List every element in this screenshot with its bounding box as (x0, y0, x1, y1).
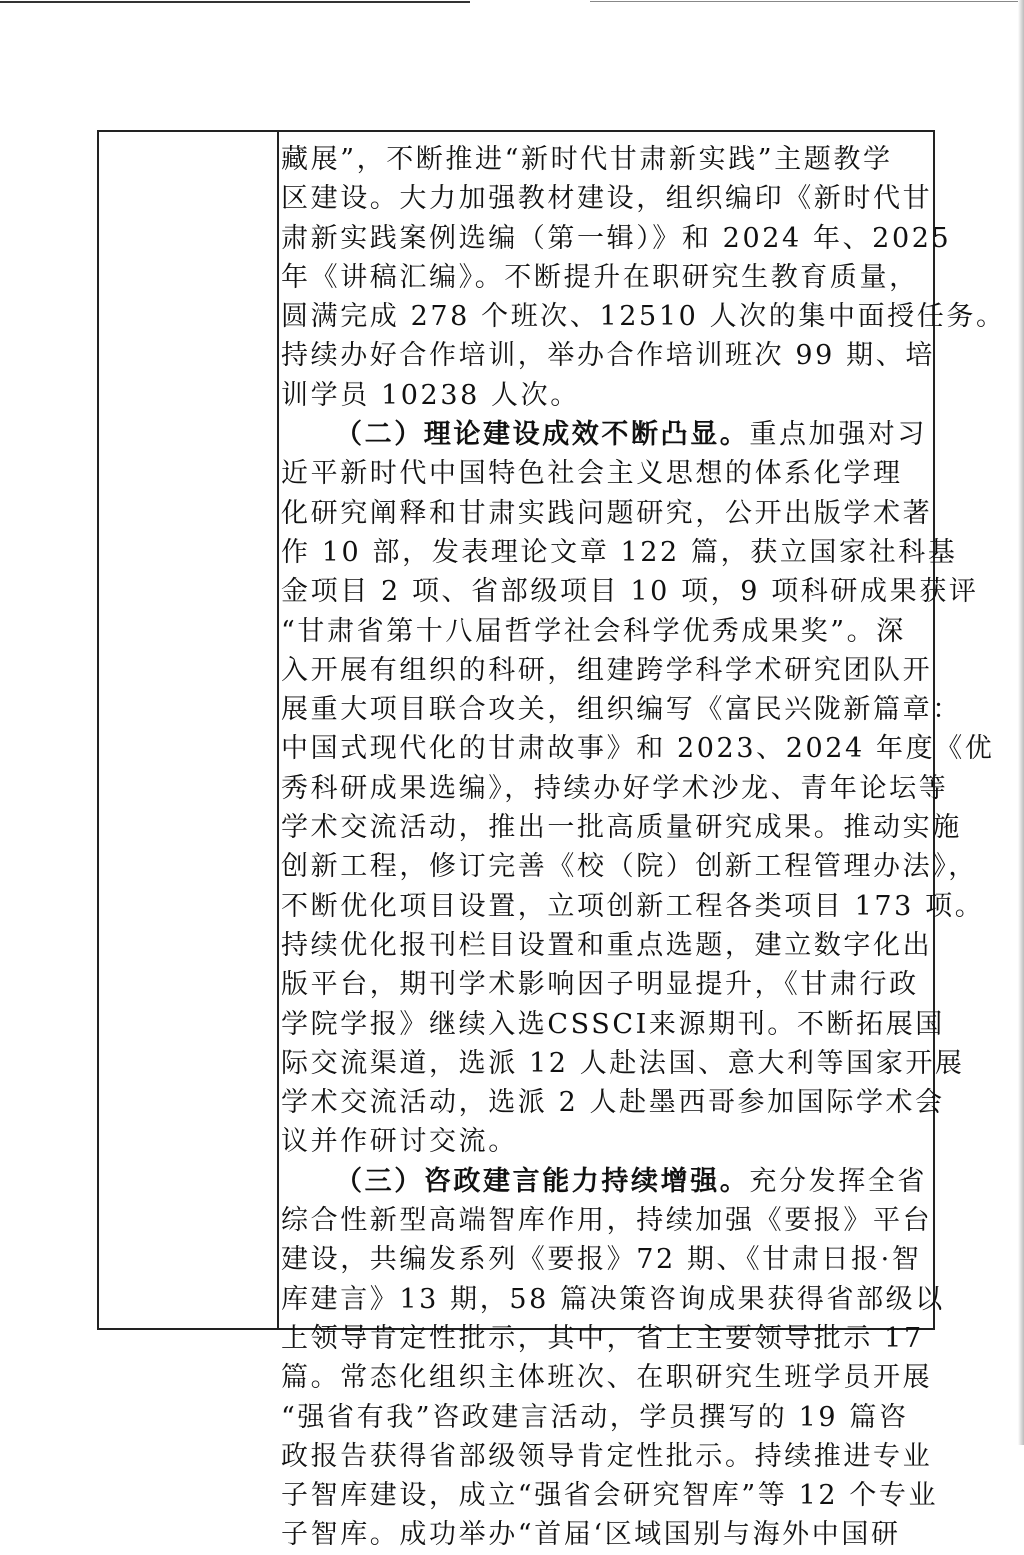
text-line: 年《讲稿汇编》。不断提升在职研究生教育质量， (281, 261, 919, 293)
text-line: 持续办好合作培训，举办合作培训班次 99 期、培 (281, 340, 935, 372)
text-line: 子智库。成功举办“首届‘区域国别与海外中国研 (281, 1519, 901, 1551)
text-line: 近平新时代中国特色社会主义思想的体系化学理 (281, 458, 903, 490)
text-line: 际交流渠道，选派 12 人赴法国、意大利等国家开展 (281, 1047, 965, 1079)
text-line: 圆满完成 278 个班次、12510 人次的集中面授任务。 (281, 301, 1006, 333)
text-line: 化研究阐释和甘肃实践问题研究，公开出版学术著 (281, 497, 933, 529)
text-line: 学术交流活动，选派 2 人赴墨西哥参加国际学术会 (281, 1087, 945, 1119)
text-line: 学术交流活动，推出一批高质量研究成果。推动实施 (281, 812, 962, 844)
text-line: 版平台，期刊学术影响因子明显提升，《甘肃行政 (281, 969, 919, 1001)
text-line: 上领导肯定性批示，其中，省上主要领导批示 17 (281, 1322, 924, 1354)
text-line: 创新工程，修订完善《校（院）创新工程管理办法》， (281, 851, 978, 883)
text-line: 子智库建设，成立“强省会研究智库”等 12 个专业 (281, 1480, 939, 1512)
text-line: 展重大项目联合攻关，组织编写《富民兴陇新篇章： (281, 694, 962, 726)
text-line: “强省有我”咨政建言活动，学员撰写的 19 篇咨 (281, 1401, 909, 1433)
section-first-line (281, 1162, 1006, 1201)
top-rule-left (0, 1, 470, 3)
text-line: 秀科研成果选编》，持续办好学术沙龙、青年论坛等 (281, 772, 949, 804)
body-text (281, 140, 1006, 1555)
section-heading-2: （二）理论建设成效不断凸显。 (335, 419, 750, 451)
form-table (97, 130, 1006, 1551)
text-line: 藏展”，不断推进“新时代甘肃新实践”主题教学 (281, 144, 893, 175)
left-column-cell (99, 132, 279, 1328)
text-line: 学院学报》继续入选CSSCI来源期刊。不断拓展国 (281, 1008, 945, 1040)
text-line: 区建设。大力加强教材建设，组织编印《新时代甘 (281, 183, 933, 215)
section-heading-3: （三）咨政建言能力持续增强。 (335, 1165, 750, 1197)
text-line: 篇。常态化组织主体班次、在职研究生班学员开展 (281, 1362, 933, 1394)
scan-edge-shadow (1018, 0, 1024, 1445)
section-first-line (281, 415, 1006, 454)
text-line: 政报告获得省部级领导肯定性批示。持续推进专业 (281, 1440, 933, 1472)
text-line: 金项目 2 项、省部级项目 10 项，9 项科研成果获评 (281, 576, 979, 608)
text-line: 训学员 10238 人次。 (281, 379, 580, 411)
text-line: “甘肃省第十八届哲学社会科学优秀成果奖”。深 (281, 615, 906, 647)
text-fragment: 重点加强对习 (749, 419, 928, 451)
text-line: 作 10 部，发表理论文章 122 篇，获立国家社科基 (281, 536, 958, 568)
text-line: 中国式现代化的甘肃故事》和 2023、2024 年度《优 (281, 733, 995, 765)
top-rule-right (590, 1, 1024, 2)
text-line: 建设，共编发系列《要报》72 期、《甘肃日报·智 (281, 1244, 922, 1276)
text-line: 肃新实践案例选编（第一辑）》和 2024 年、2025 (281, 222, 952, 254)
content-cell (281, 132, 1006, 1551)
text-line: 库建言》13 期，58 篇决策咨询成果获得省部级以 (281, 1283, 945, 1315)
text-line: 不断优化项目设置，立项创新工程各类项目 173 项。 (281, 890, 985, 922)
text-line: 综合性新型高端智库作用，持续加强《要报》平台 (281, 1205, 933, 1237)
text-fragment: 充分发挥全省 (749, 1165, 928, 1197)
text-line: 入开展有组织的科研，组建跨学科学术研究团队开 (281, 654, 933, 686)
text-line: 持续优化报刊栏目设置和重点选题，建立数字化出 (281, 929, 933, 961)
text-line: 议并作研讨交流。 (281, 1126, 518, 1158)
